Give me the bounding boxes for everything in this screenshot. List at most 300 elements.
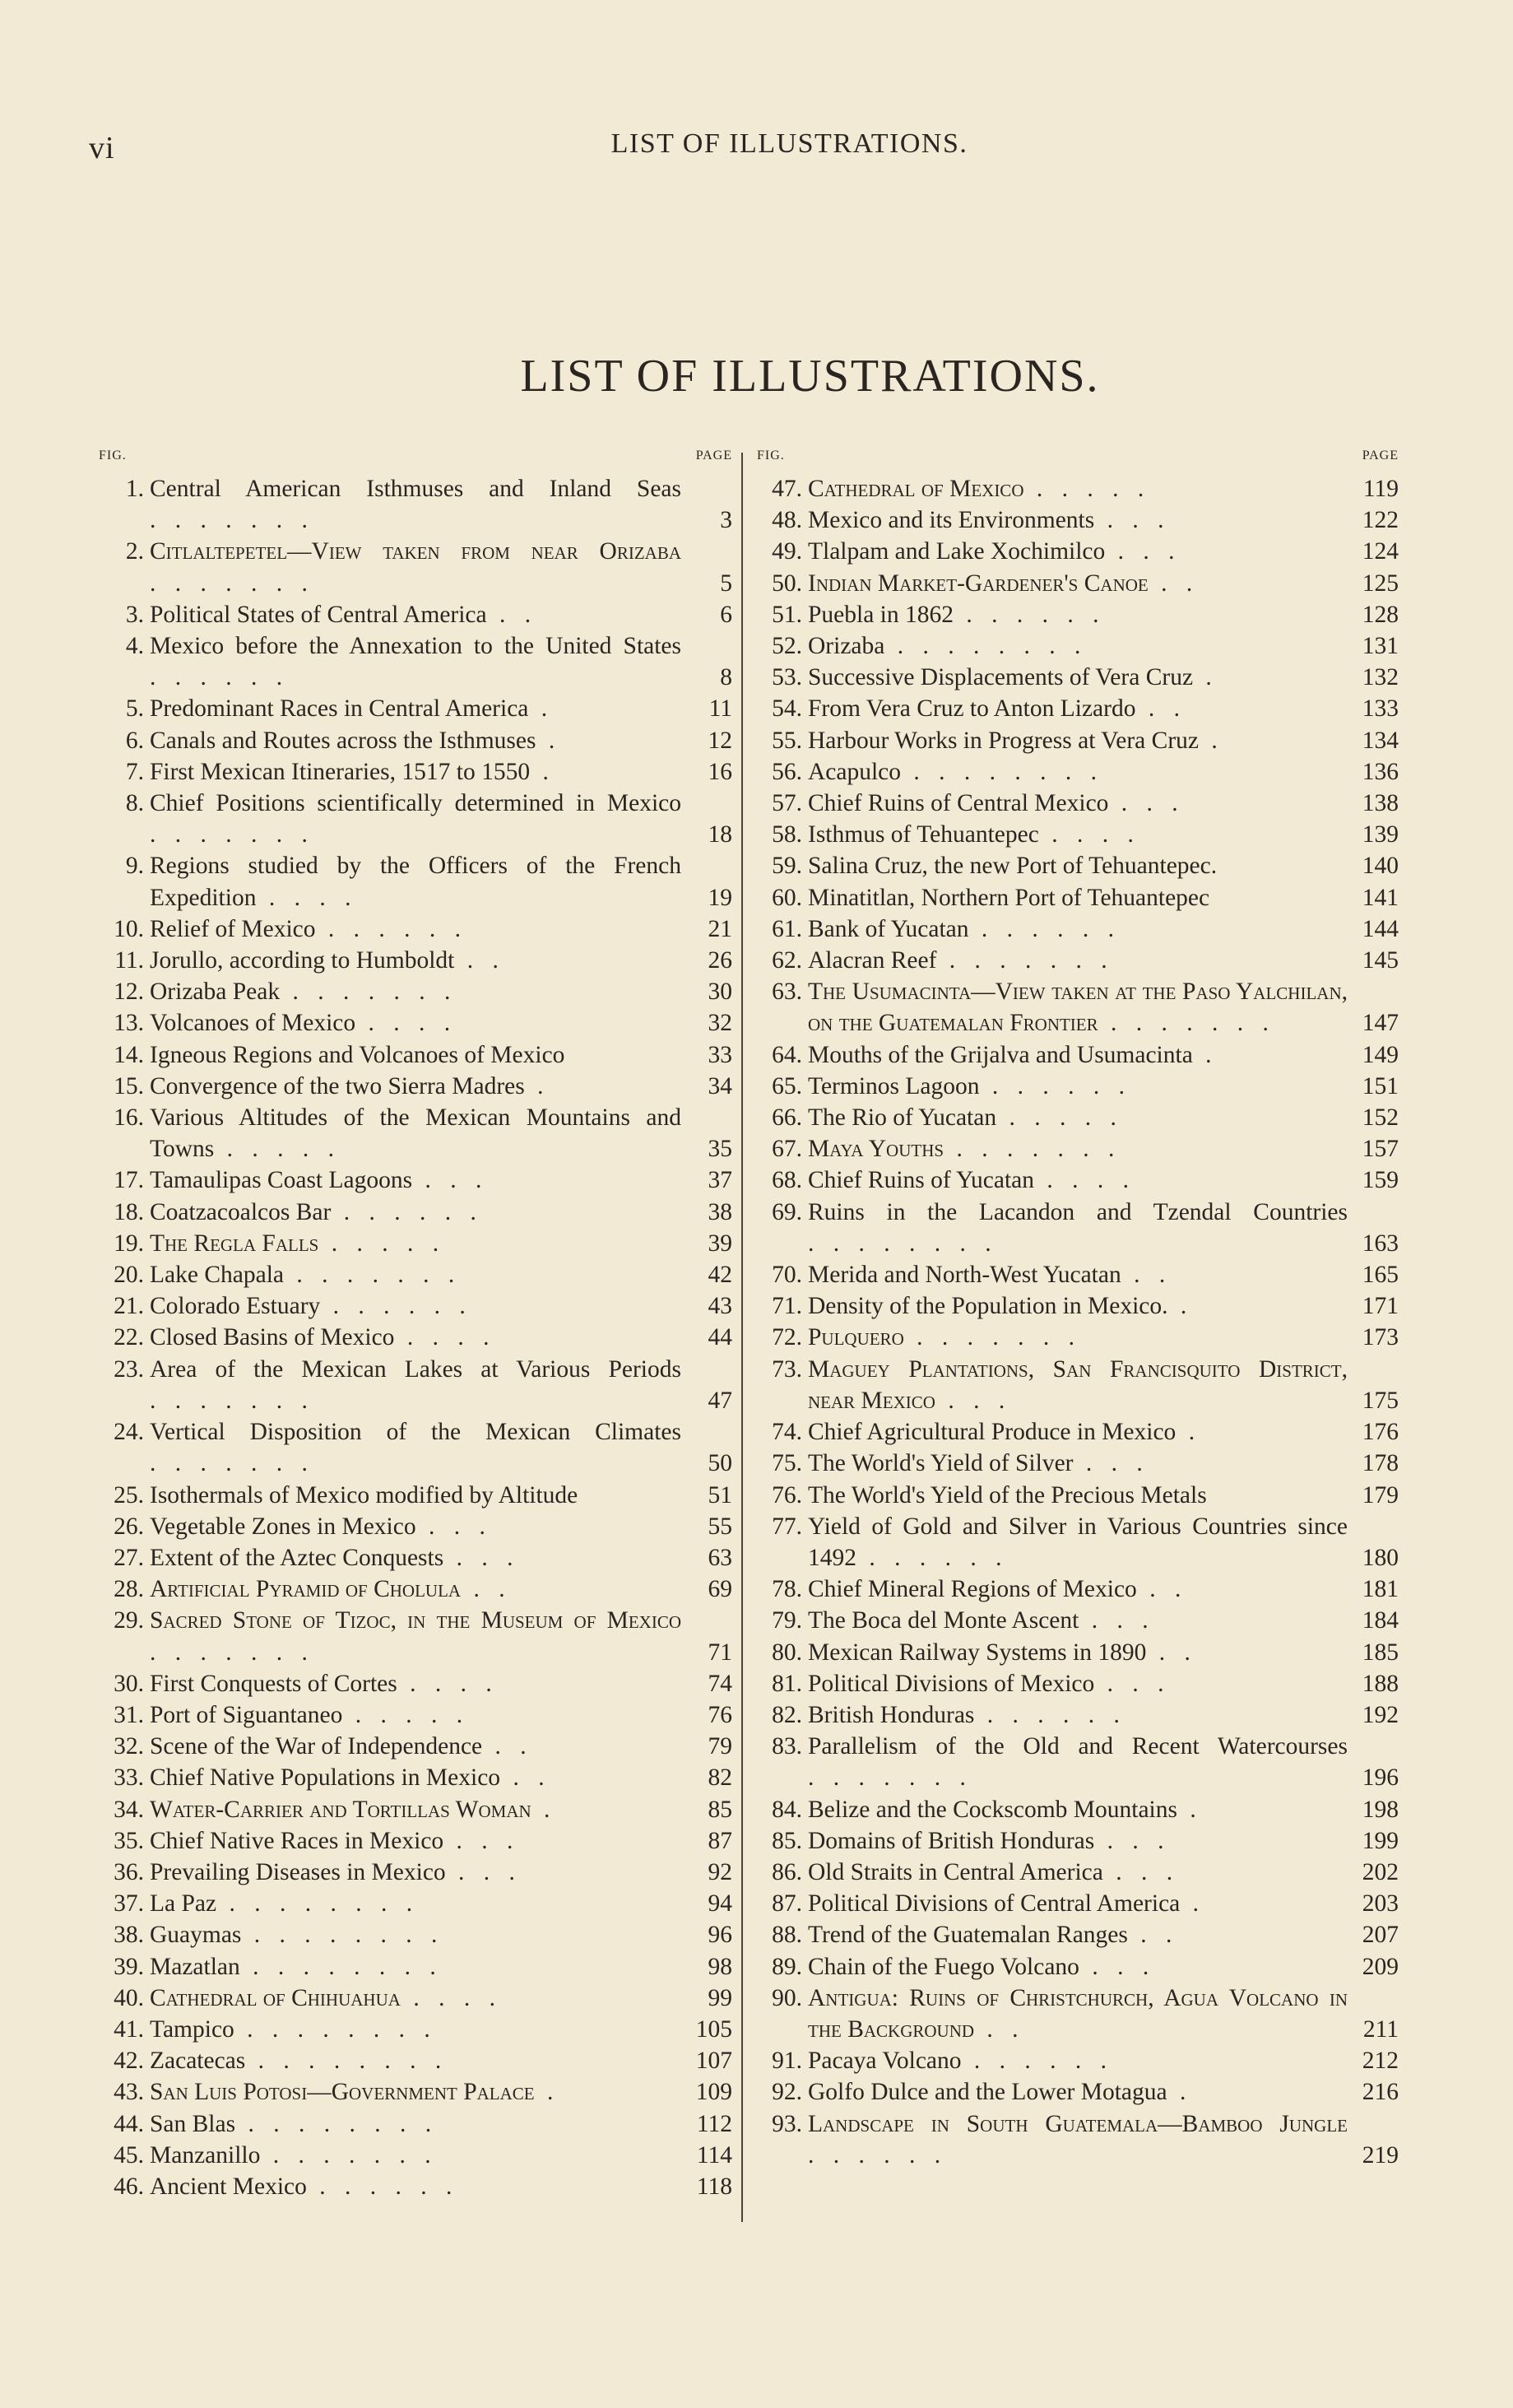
leader-dots: . . — [1127, 1922, 1179, 1949]
leader-dots: . . . . . . — [856, 1544, 1009, 1571]
illustration-entry — [757, 536, 1399, 567]
fig-title — [808, 1448, 1348, 1479]
leader-dots: . . — [1136, 1576, 1188, 1603]
fig-number: 37. — [114, 1890, 144, 1918]
illustration-entry — [99, 976, 732, 1007]
illustration-entry — [757, 1480, 1399, 1511]
illustration-entry — [99, 1794, 732, 1825]
page-number-ref: 157 — [1362, 1136, 1399, 1163]
fig-number: 17. — [114, 1167, 144, 1194]
fig-title-text: Maguey Plantations, San Francisquito District, near Mexico — [808, 1355, 1348, 1414]
fig-number: 58. — [772, 821, 802, 848]
leader-dots: . . . . . . . . — [239, 1953, 443, 1980]
fig-number: 33. — [114, 1764, 144, 1792]
leader-dots: . . . . . . . — [808, 1764, 972, 1792]
fig-title-text: Minatitlan, Northern Port of Tehuantepec — [808, 884, 1210, 911]
fig-title — [808, 945, 1348, 976]
page-number-ref: 124 — [1362, 538, 1399, 565]
leader-dots: . — [536, 727, 562, 754]
fig-title-text: Vertical Disposition of the Mexican Climates — [150, 1419, 681, 1446]
fig-number: 28. — [114, 1576, 144, 1603]
fig-title — [150, 2076, 681, 2108]
fig-number: 78. — [772, 1576, 802, 1603]
fig-title — [808, 1857, 1348, 1888]
fig-title-text: Various Altitudes of the Mexican Mountains and Towns — [150, 1104, 681, 1163]
fig-title — [150, 473, 681, 536]
illustration-entry — [99, 1259, 732, 1290]
illustration-entry — [99, 1197, 732, 1228]
leader-dots: . . . — [415, 1513, 492, 1540]
fig-title-text: Merida and North-West Yucatan — [808, 1262, 1121, 1289]
leader-dots: . . . — [412, 1167, 489, 1194]
page-number-ref: 112 — [696, 2110, 732, 2137]
illustration-entry — [99, 2171, 732, 2202]
fig-title — [808, 1480, 1348, 1511]
page-number-ref: 118 — [696, 2173, 732, 2200]
fig-title — [808, 1605, 1348, 1636]
page-number-ref: 92 — [708, 1858, 732, 1885]
fig-number: 91. — [772, 2048, 802, 2075]
fig-title — [150, 1416, 681, 1479]
fig-title — [808, 882, 1348, 913]
fig-title — [808, 913, 1348, 945]
fig-title — [808, 1919, 1348, 1950]
fig-number: 62. — [772, 947, 802, 974]
leader-dots: . . . . . . . — [903, 1324, 1081, 1351]
fig-number: 38. — [114, 1922, 144, 1949]
fig-title — [150, 2014, 681, 2045]
fig-title-text: Relief of Mexico — [150, 915, 316, 942]
leader-dots: . . . . . . . — [1098, 1010, 1275, 1037]
fig-title — [808, 1197, 1348, 1259]
leader-dots: . . . . . — [214, 1136, 341, 1163]
fig-title — [808, 850, 1348, 881]
page-number-ref: 99 — [708, 1984, 732, 2011]
illustration-entry — [757, 1888, 1399, 1919]
fig-title — [808, 1102, 1348, 1133]
illustration-entry — [99, 913, 732, 945]
illustration-entry — [99, 2014, 732, 2045]
page-number-ref: 180 — [1362, 1544, 1399, 1571]
fig-title — [808, 1290, 1348, 1322]
page-number-ref: 212 — [1362, 2048, 1399, 2075]
fig-title-text: The Rio of Yucatan — [808, 1104, 997, 1132]
illustration-entry — [757, 1164, 1399, 1196]
fig-title-text: Vegetable Zones in Mexico — [150, 1513, 416, 1540]
illustration-entry — [757, 1354, 1399, 1416]
fig-number: 3. — [125, 601, 144, 628]
page-header: PAGE — [1362, 449, 1399, 463]
fig-number: 42. — [114, 2048, 144, 2075]
fig-title-text: Tamaulipas Coast Lagoons — [150, 1167, 413, 1194]
fig-title-text: Belize and the Cockscomb Mountains — [808, 1796, 1177, 1823]
fig-number: 24. — [114, 1419, 144, 1446]
fig-title — [150, 1888, 681, 1919]
leader-dots: . . . . . . . . — [241, 1922, 444, 1949]
fig-title-text: Density of the Population in Mexico. — [808, 1293, 1168, 1320]
fig-title-text: Maya Youths — [808, 1136, 944, 1163]
fig-number: 22. — [114, 1324, 144, 1351]
leader-dots: . . — [461, 1576, 512, 1603]
illustration-entry — [757, 945, 1399, 976]
leader-dots: . . — [1148, 569, 1200, 597]
leader-dots: . . . . . . . — [280, 979, 457, 1006]
fig-title — [808, 1164, 1348, 1196]
fig-title — [808, 504, 1348, 536]
leader-dots: . . . . . . — [961, 2048, 1114, 2075]
illustration-entry — [99, 599, 732, 630]
fig-title-text: Indian Market-Gardener's Canoe — [808, 569, 1149, 597]
page-number-ref: 219 — [1362, 2141, 1399, 2169]
illustration-entry — [757, 1731, 1399, 1793]
page-number-ref: 136 — [1362, 758, 1399, 785]
leader-dots: . — [1199, 727, 1224, 754]
fig-title — [150, 1731, 681, 1762]
page-number-ref: 18 — [708, 821, 732, 848]
illustration-entry — [99, 1668, 732, 1699]
fig-title-text: Acapulco — [808, 758, 902, 785]
page-number-ref: 139 — [1362, 821, 1399, 848]
page-number-ref: 134 — [1362, 727, 1399, 754]
illustration-entry — [99, 536, 732, 598]
fig-title-text: Water-Carrier and Tortillas Woman — [150, 1796, 531, 1823]
fig-number: 18. — [114, 1198, 144, 1225]
fig-title-text: Salina Cruz, the new Port of Tehuantepec. — [808, 853, 1218, 880]
fig-number: 64. — [772, 1041, 802, 1068]
column-divider — [741, 453, 743, 2222]
page-number-ref: 11 — [708, 695, 732, 723]
page-number-ref: 69 — [708, 1576, 732, 1603]
page-number-ref: 30 — [708, 979, 732, 1006]
illustration-entry — [99, 1322, 732, 1353]
fig-title — [808, 1039, 1348, 1071]
fig-number: 5. — [125, 695, 144, 723]
fig-title-text: Orizaba — [808, 633, 885, 660]
page-number-ref: 42 — [708, 1262, 732, 1289]
fig-number: 70. — [772, 1262, 802, 1289]
fig-title — [150, 1322, 681, 1353]
fig-number: 25. — [114, 1481, 144, 1508]
illustration-entry — [99, 1416, 732, 1479]
illustration-entry — [757, 1951, 1399, 1983]
page-number-ref: 188 — [1362, 1670, 1399, 1697]
fig-title — [808, 1637, 1348, 1668]
fig-number: 4. — [125, 633, 144, 660]
leader-dots: . . . — [935, 1387, 1012, 1414]
page-number-ref: 145 — [1362, 947, 1399, 974]
fig-title-text: Igneous Regions and Volcanoes of Mexico — [150, 1041, 565, 1068]
page-number-ref: 125 — [1362, 569, 1399, 597]
fig-title — [150, 850, 681, 913]
fig-title-text: Ancient Mexico — [150, 2173, 307, 2200]
illustration-entry — [757, 1197, 1399, 1259]
leader-dots: . . . — [1108, 790, 1185, 817]
page-number-ref: 85 — [708, 1796, 732, 1823]
leader-dots: . . . . . . . . — [808, 1230, 998, 1257]
illustration-entry — [99, 1290, 732, 1322]
illustration-entry — [99, 2045, 732, 2076]
fig-title-text: Mouths of the Grijalva and Usumacinta — [808, 1041, 1193, 1068]
illustration-entry — [757, 630, 1399, 662]
leader-dots: . . . . . . — [306, 2173, 459, 2200]
fig-number: 54. — [772, 695, 802, 723]
left-column — [99, 449, 732, 2202]
page-number-ref: 51 — [708, 1481, 732, 1508]
illustration-entry — [99, 1951, 732, 1983]
illustration-entry — [757, 819, 1399, 850]
fig-title-text: Coatzacoalcos Bar — [150, 1198, 332, 1225]
fig-title-text: Chief Mineral Regions of Mexico — [808, 1576, 1137, 1603]
leader-dots: . . . . . — [342, 1701, 470, 1728]
fig-title-text: Volcanoes of Mexico — [150, 1010, 356, 1037]
leader-dots: . — [1180, 1890, 1206, 1918]
fig-title-text: Pulquero — [808, 1324, 904, 1351]
fig-title-text: Canals and Routes across the Isthmuses — [150, 727, 536, 754]
fig-title — [808, 1259, 1348, 1290]
fig-title-text: San Luis Potosi—Government Palace — [150, 2079, 535, 2106]
page-number-ref: 207 — [1362, 1922, 1399, 1949]
fig-title — [808, 1699, 1348, 1731]
fig-title — [808, 788, 1348, 819]
fig-number: 23. — [114, 1355, 144, 1383]
illustration-entry — [757, 725, 1399, 756]
fig-number: 12. — [114, 979, 144, 1006]
leader-dots: . . — [500, 1764, 551, 1792]
page-number-ref: 109 — [695, 2079, 732, 2106]
fig-title — [150, 1007, 681, 1039]
fig-title-text: Political States of Central America — [150, 601, 487, 628]
page-number-ref: 107 — [695, 2048, 732, 2075]
fig-number: 31. — [114, 1701, 144, 1728]
illustration-entry — [99, 1762, 732, 1793]
illustration-entry — [757, 1071, 1399, 1102]
leader-dots: . . . — [1079, 1607, 1155, 1634]
leader-dots: . — [1176, 1419, 1202, 1446]
leader-dots: . . . . . . — [974, 1701, 1126, 1728]
page-number-ref: 76 — [708, 1701, 732, 1728]
illustration-entry — [757, 1637, 1399, 1668]
fig-title — [150, 1354, 681, 1416]
fig-title-text: Tlalpam and Lake Xochimilco — [808, 538, 1106, 565]
illustration-entry — [757, 1133, 1399, 1164]
leader-dots: . . . . . . . — [944, 1136, 1121, 1163]
fig-number: 45. — [114, 2141, 144, 2169]
leader-dots: . . . . . . . . — [901, 758, 1104, 785]
page-number-ref: 181 — [1362, 1576, 1399, 1603]
fig-number: 66. — [772, 1104, 802, 1132]
fig-title-text: Chief Native Races in Mexico — [150, 1827, 444, 1854]
illustration-entry — [757, 504, 1399, 536]
fig-title-text: San Blas — [150, 2110, 236, 2137]
fig-number: 52. — [772, 633, 802, 660]
fig-title — [150, 2171, 681, 2202]
leader-dots: . . . . . . . — [150, 1387, 314, 1414]
page-number: vi — [89, 131, 115, 165]
fig-title-text: Old Straits in Central America — [808, 1858, 1103, 1885]
fig-number: 53. — [772, 664, 802, 691]
fig-header: FIG. — [757, 449, 785, 463]
leader-dots: . . . . . . . — [150, 569, 314, 597]
fig-title — [150, 1259, 681, 1290]
illustration-entry — [99, 1071, 732, 1102]
leader-dots: . . . . . . . . — [245, 2048, 448, 2075]
illustration-entry — [99, 756, 732, 788]
fig-title — [150, 693, 681, 724]
leader-dots: . . . . — [400, 1984, 502, 2011]
fig-number: 30. — [114, 1670, 144, 1697]
leader-dots: . . . . . . . — [150, 1450, 314, 1477]
illustration-entry — [757, 913, 1399, 945]
fig-title — [150, 1071, 681, 1102]
fig-number: 57. — [772, 790, 802, 817]
illustration-entry — [757, 976, 1399, 1039]
leader-dots: . — [530, 758, 555, 785]
fig-number: 89. — [772, 1953, 802, 1980]
fig-title-text: Citlaltepetel—View taken from near Orizaba — [150, 538, 681, 565]
page-number-ref: 131 — [1362, 633, 1399, 660]
page-number-ref: 149 — [1362, 1041, 1399, 1068]
fig-title — [808, 662, 1348, 693]
page-number-ref: 203 — [1362, 1890, 1399, 1918]
fig-title — [150, 1164, 681, 1196]
page-number-ref: 173 — [1362, 1324, 1399, 1351]
fig-number: 7. — [125, 758, 144, 785]
fig-title-text: Ruins in the Lacandon and Tzendal Countries — [808, 1198, 1348, 1225]
illustration-entry — [99, 1511, 732, 1542]
page-number-ref: 152 — [1362, 1104, 1399, 1132]
fig-title-text: Cathedral of Chihuahua — [150, 1984, 401, 2011]
leader-dots: . . . . . — [996, 1104, 1123, 1132]
leader-dots: . . . . . . — [331, 1198, 483, 1225]
running-head — [0, 123, 1513, 173]
fig-number: 75. — [772, 1450, 802, 1477]
fig-title-text: Regions studied by the Officers of the French Expedition — [150, 853, 681, 911]
fig-number: 80. — [772, 1639, 802, 1666]
page-number-ref: 43 — [708, 1293, 732, 1320]
fig-number: 40. — [114, 1984, 144, 2011]
fig-title — [808, 1983, 1348, 2045]
fig-title-text: Chief Agricultural Produce in Mexico — [808, 1419, 1177, 1446]
page-number-ref: 16 — [708, 758, 732, 785]
illustration-entry — [99, 945, 732, 976]
fig-number: 49. — [772, 538, 802, 565]
fig-title-text: Convergence of the two Sierra Madres — [150, 1072, 525, 1099]
leader-dots: . — [1167, 2079, 1193, 2106]
fig-title-text: Domains of British Honduras — [808, 1827, 1095, 1854]
page-number-ref: 199 — [1362, 1827, 1399, 1854]
illustration-entry — [99, 2076, 732, 2108]
page-number-ref: 19 — [708, 884, 732, 911]
page-number-ref: 165 — [1362, 1262, 1399, 1289]
fig-title — [150, 1574, 681, 1605]
fig-number: 34. — [114, 1796, 144, 1823]
leader-dots: . . . — [443, 1544, 520, 1571]
fig-number: 82. — [772, 1701, 802, 1728]
fig-title — [150, 1542, 681, 1574]
fig-title — [150, 1857, 681, 1888]
leader-dots: . . — [454, 947, 505, 974]
page-number-ref: 32 — [708, 1010, 732, 1037]
fig-number: 44. — [114, 2110, 144, 2137]
fig-title-text: Prevailing Diseases in Mexico — [150, 1858, 446, 1885]
fig-title — [808, 2045, 1348, 2076]
fig-title-text: Antigua: Ruins of Christchurch, Agua Volcano in the Background — [808, 1984, 1348, 2043]
leader-dots: . — [528, 695, 555, 723]
leader-dots: . . — [1121, 1262, 1172, 1289]
illustration-entry — [99, 1825, 732, 1857]
illustration-entry — [757, 1699, 1399, 1731]
page-number-ref: 141 — [1362, 884, 1399, 911]
fig-number: 76. — [772, 1481, 802, 1508]
fig-title-text: Lake Chapala — [150, 1262, 284, 1289]
leader-dots: . . . . . . — [150, 664, 290, 691]
fig-number: 69. — [772, 1198, 802, 1225]
fig-title-text: The World's Yield of the Precious Metals — [808, 1481, 1207, 1508]
fig-title-text: Pacaya Volcano — [808, 2048, 962, 2075]
fig-number: 11. — [114, 947, 144, 974]
illustration-entry — [757, 1825, 1399, 1857]
page-number-ref: 21 — [708, 915, 732, 942]
fig-title — [808, 1825, 1348, 1857]
page-number-ref: 216 — [1362, 2079, 1399, 2106]
leader-dots: . . . . . . . . — [216, 1890, 420, 1918]
fig-number: 41. — [114, 2015, 144, 2043]
fig-title-text: Area of the Mexican Lakes at Various Periods — [150, 1355, 681, 1383]
illustration-entry — [757, 756, 1399, 788]
page-number-ref: 74 — [708, 1670, 732, 1697]
fig-number: 67. — [772, 1136, 802, 1163]
leader-dots: . . . . . . . . — [234, 2015, 437, 2043]
fig-title-text: Chain of the Fuego Volcano — [808, 1953, 1079, 1980]
fig-title — [808, 1133, 1348, 1164]
illustration-entry — [757, 1605, 1399, 1636]
leader-dots: . . . . . . . — [150, 1639, 314, 1666]
fig-number: 68. — [772, 1167, 802, 1194]
fig-title — [808, 2076, 1348, 2108]
illustration-entry — [757, 788, 1399, 819]
fig-number: 85. — [772, 1827, 802, 1854]
fig-number: 65. — [772, 1072, 802, 1099]
fig-number: 19. — [114, 1230, 144, 1257]
illustration-entry — [99, 693, 732, 724]
fig-title — [808, 1888, 1348, 1919]
page-number-ref: 12 — [708, 727, 732, 754]
illustration-entry — [757, 1322, 1399, 1353]
fig-title — [808, 473, 1348, 504]
fig-title-text: Golfo Dulce and the Lower Motagua — [808, 2079, 1167, 2106]
fig-title — [808, 1794, 1348, 1825]
page-number-ref: 34 — [708, 1072, 732, 1099]
illustration-entry — [99, 473, 732, 536]
fig-title — [808, 1416, 1348, 1448]
page-number-ref: 198 — [1362, 1796, 1399, 1823]
fig-title-text: Closed Basins of Mexico — [150, 1324, 395, 1351]
fig-number: 59. — [772, 853, 802, 880]
fig-title-text: Port of Siguantaneo — [150, 1701, 343, 1728]
fig-number: 14. — [114, 1041, 144, 1068]
fig-title-text: Jorullo, according to Humboldt — [150, 947, 455, 974]
illustration-entry — [99, 1888, 732, 1919]
page-number-ref: 192 — [1362, 1701, 1399, 1728]
leader-dots: . — [1193, 664, 1218, 691]
fig-title-text: La Paz — [150, 1890, 217, 1918]
illustration-entry — [99, 788, 732, 850]
leader-dots: . . . . . . — [315, 915, 468, 942]
leader-dots: . . . — [443, 1827, 520, 1854]
page-number-ref: 47 — [708, 1387, 732, 1414]
page-number-ref: 147 — [1362, 1010, 1399, 1037]
illustration-entry — [99, 1919, 732, 1950]
